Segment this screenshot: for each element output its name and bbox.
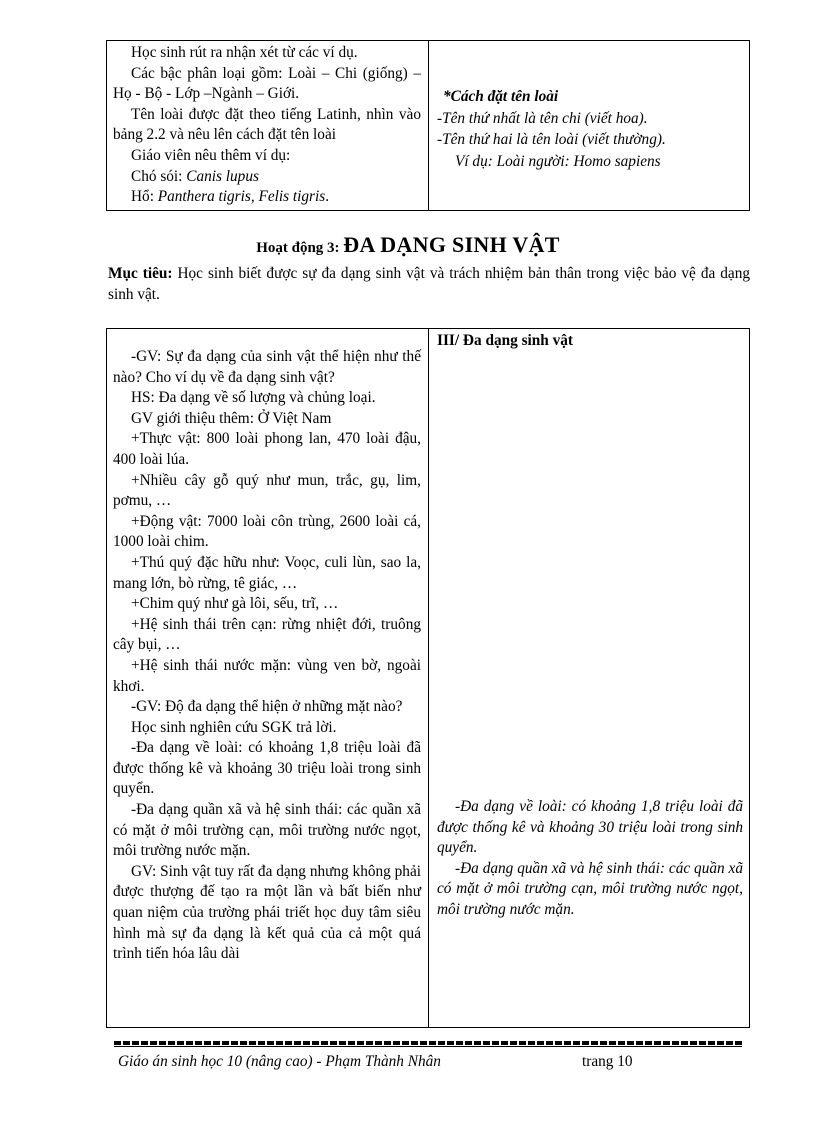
paragraph: GV giới thiệu thêm: Ở Việt Nam: [131, 409, 332, 427]
objective: [108, 264, 750, 305]
objective-text: Học sinh biết được sự đa dạng sinh vật và trách nhiệm bản thân trong việc bảo vệ đa dạng sinh vật.: [108, 265, 751, 303]
naming-rule-2: -Tên thứ hai là tên loài (viết thường).: [437, 131, 666, 148]
column-divider: [428, 41, 429, 210]
tiger-scientific-name: Panthera tigris, Felis tigris: [157, 188, 326, 206]
tiger-label: Hổ:: [131, 188, 158, 206]
paragraph: -Đa dạng quần xã và hệ sinh thái: các quần xã có mặt ở môi trường cạn, môi trường nước ngọt, môi trường nước mặn.: [113, 801, 421, 860]
activity-title: ĐA DẠNG SINH VẬT: [343, 232, 560, 257]
species-diversity-note: -Đa dạng về loài: có khoảng 1,8 triệu loài đã được thống kê và khoảng 30 triệu loài trong sinh quyển.: [437, 798, 743, 857]
section-title: III/ Đa dạng sinh vật: [437, 332, 574, 349]
page-number: trang 10: [582, 1053, 633, 1070]
text-line: Các bậc phân loại gồm: Loài – Chi (giống) – Họ - Bộ - Lớp –Ngành – Giới.: [113, 64, 421, 103]
biodiversity-table: [106, 328, 750, 1028]
paragraph: +Động vật: 7000 loài côn trùng, 2600 loài cá, 1000 loài chim.: [113, 512, 421, 551]
paragraph: +Thú quý đặc hữu như: Voọc, culi lùn, sao la, mang lớn, bò rừng, tê giác, …: [113, 553, 421, 592]
footer-divider: [114, 1041, 742, 1045]
paragraph: +Thực vật: 800 loài phong lan, 470 loài đậu, 400 loài lúa.: [113, 430, 421, 468]
paragraph: +Hệ sinh thái trên cạn: rừng nhiệt đới, truông cây bụi, …: [113, 615, 421, 654]
objective-label: Mục tiêu:: [108, 265, 173, 282]
text-line: Giáo viên nêu thêm ví dụ:: [131, 146, 291, 164]
naming-example: Ví dụ: Loài người: Homo sapiens: [455, 152, 661, 170]
activity-number: Hoạt động 3:: [256, 240, 344, 256]
naming-title: *Cách đặt tên loài: [443, 88, 559, 105]
paragraph: -GV: Sự đa dạng của sinh vật thể hiện như thế nào? Cho ví dụ về đa dạng sinh vật?: [113, 348, 421, 386]
content-column: [437, 86, 745, 172]
content-column: [437, 797, 743, 921]
wolf-label: Chó sói:: [131, 167, 187, 185]
paragraph: +Nhiều cây gỗ quý như mun, trắc, gụ, lim, pơmu, …: [113, 471, 421, 510]
ecosystem-diversity-note: -Đa dạng quần xã và hệ sinh thái: các quần xã có mặt ở môi trường cạn, môi trường nước ngọt, môi trường nước mặn.: [437, 859, 743, 918]
wolf-scientific-name: Canis lupus: [186, 167, 259, 185]
teacher-student-column: [113, 43, 421, 208]
naming-rule-1: -Tên thứ nhất là tên chi (viết hoa).: [437, 109, 648, 127]
activity-heading: [0, 232, 816, 258]
naming-table: [106, 40, 750, 211]
paragraph: Học sinh nghiên cứu SGK trả lời.: [131, 718, 337, 736]
tiger-end: .: [325, 188, 330, 206]
teacher-student-column: [113, 347, 421, 965]
column-divider: [428, 329, 429, 1027]
paragraph: +Hệ sinh thái nước mặn: vùng ven bờ, ngoài khơi.: [113, 656, 421, 695]
paragraph: GV: Sinh vật tuy rất đa dạng nhưng không phải được thượng đế tạo ra một lần và bất biến như quan niệm của trường phái triết học duy tâm siêu hình mà sự đa dạng là kết quả của cả một quá trình tiến hóa lâu dài: [113, 862, 421, 963]
wolf-example: [113, 167, 421, 188]
text-line: Học sinh rút ra nhận xét từ các ví dụ.: [131, 44, 358, 61]
text-line: Tên loài được đặt theo tiếng Latinh, nhìn vào bảng 2.2 và nêu lên cách đặt tên loài: [113, 105, 421, 144]
paragraph: HS: Đa dạng về số lượng và chủng loại.: [131, 389, 376, 407]
footer-title: Giáo án sinh học 10 (nâng cao) - Phạm Thành Nhân: [118, 1053, 441, 1070]
paragraph: -GV: Độ đa dạng thể hiện ở những mặt nào?: [131, 698, 403, 716]
paragraph: +Chim quý như gà lôi, sếu, trĩ, …: [131, 595, 339, 613]
paragraph: -Đa dạng về loài: có khoảng 1,8 triệu loài đã được thống kê và khoảng 30 triệu loài trong sinh quyển.: [113, 739, 421, 798]
tiger-example: [113, 187, 421, 208]
